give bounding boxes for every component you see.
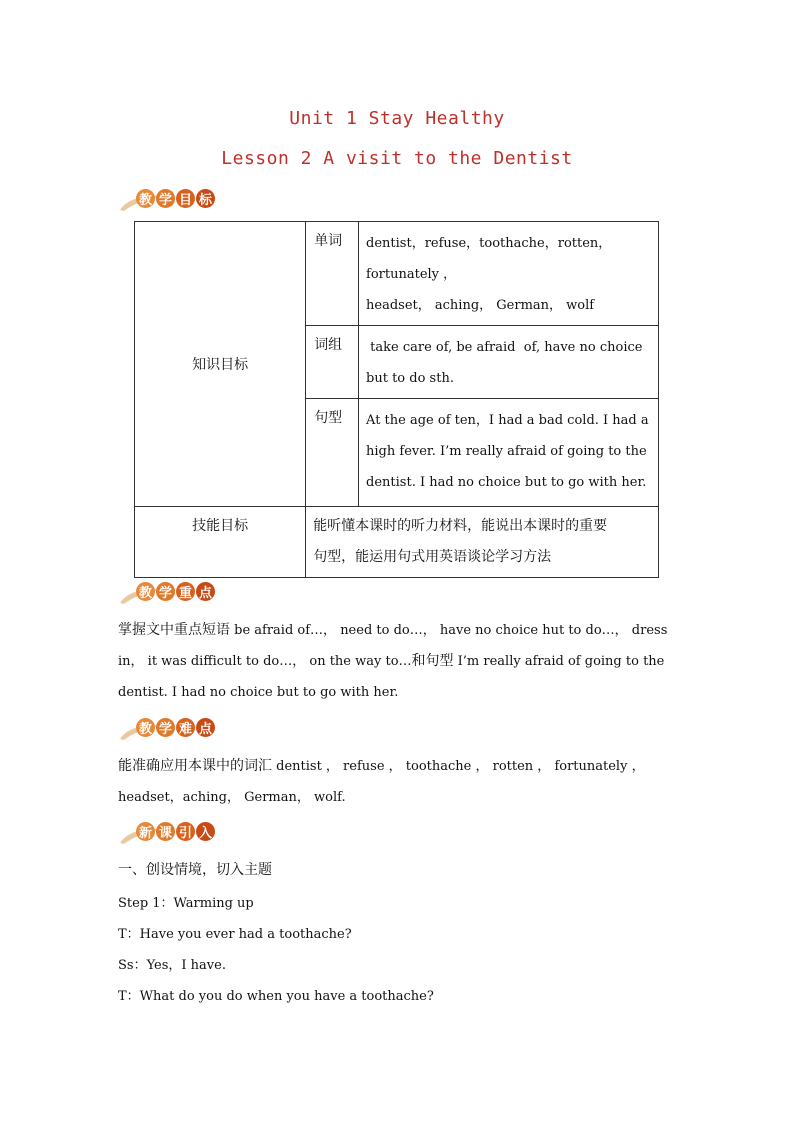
words-line: headset， aching， German， wolf [366,298,595,313]
key-points-en: be afraid of…， need to do…， have no choice hut to do…， dress [230,623,668,638]
key-points-zh: 掌握文中重点短语 [118,622,230,638]
badge-char: 教 [136,582,155,601]
difficulties-en: dentist ， refuse ， toothache ， rotten ， fortunately ， [272,759,645,774]
badge-char: 难 [176,718,195,737]
dialogue-line: T：Have you ever had a toothache? [118,927,352,942]
difficulties-en: headset，aching， German， wolf. [118,790,346,805]
words-content [359,222,659,326]
key-points-zh: 和句型 [411,653,454,669]
sentences-line: dentist. I had no choice but to go with her. [366,475,647,490]
words-line: dentist，refuse，toothache，rotten，fortunately ， [366,236,612,282]
difficulties-text [118,751,674,813]
badge-char: 点 [196,582,215,601]
phrases-label: 词组 [306,326,359,399]
badge-char: 教 [136,718,155,737]
badge-char: 课 [156,822,175,841]
key-points-en: I’m really afraid of going to the [453,654,665,669]
sentences-line: At the age of ten，I had a bad cold. I had a [366,413,649,428]
sentences-label: 句型 [306,399,359,507]
lesson-title: Lesson 2 A visit to the Dentist [221,148,573,169]
sentences-line: high fever. I’m really afraid of going to the [366,444,647,459]
badge-char: 学 [156,718,175,737]
dialogue-line: T：What do you do when you have a toothache? [118,989,434,1004]
badge-char: 目 [176,189,195,208]
objectives-table [134,221,659,578]
key-points-text [118,615,674,708]
words-label: 单词 [306,222,359,326]
difficulties-zh: 能准确应用本课中的词汇 [118,758,272,774]
step-label: Step 1：Warming up [118,896,254,911]
unit-title: Unit 1 Stay Healthy [289,108,505,129]
skill-line: 句型，能运用句式用英语谈论学习方法 [313,549,552,565]
knowledge-objective-label: 知识目标 [135,222,306,507]
intro-heading: 一、创设情境，切入主题 [118,862,272,878]
sentences-content [359,399,659,507]
phrases-line: take care of, be afraid of, have no choice [366,340,643,355]
key-points-en: dentist. I had no choice but to go with her. [118,685,399,700]
key-points-en: in， it was difficult to do…， on the way to… [118,654,412,669]
skill-objective-label: 技能目标 [135,507,306,578]
dialogue-line: Ss：Yes，I have. [118,958,226,973]
badge-char: 引 [176,822,195,841]
badge-char: 点 [196,718,215,737]
badge-char: 教 [136,189,155,208]
phrases-line: but to do sth. [366,371,454,386]
badge-char: 学 [156,582,175,601]
skill-line: 能听懂本课时的听力材料，能说出本课时的重要 [313,518,608,534]
skill-objective-content [306,507,659,578]
badge-char: 入 [196,822,215,841]
phrases-content [359,326,659,399]
badge-char: 新 [136,822,155,841]
badge-char: 标 [196,189,215,208]
badge-char: 重 [176,582,195,601]
badge-char: 学 [156,189,175,208]
